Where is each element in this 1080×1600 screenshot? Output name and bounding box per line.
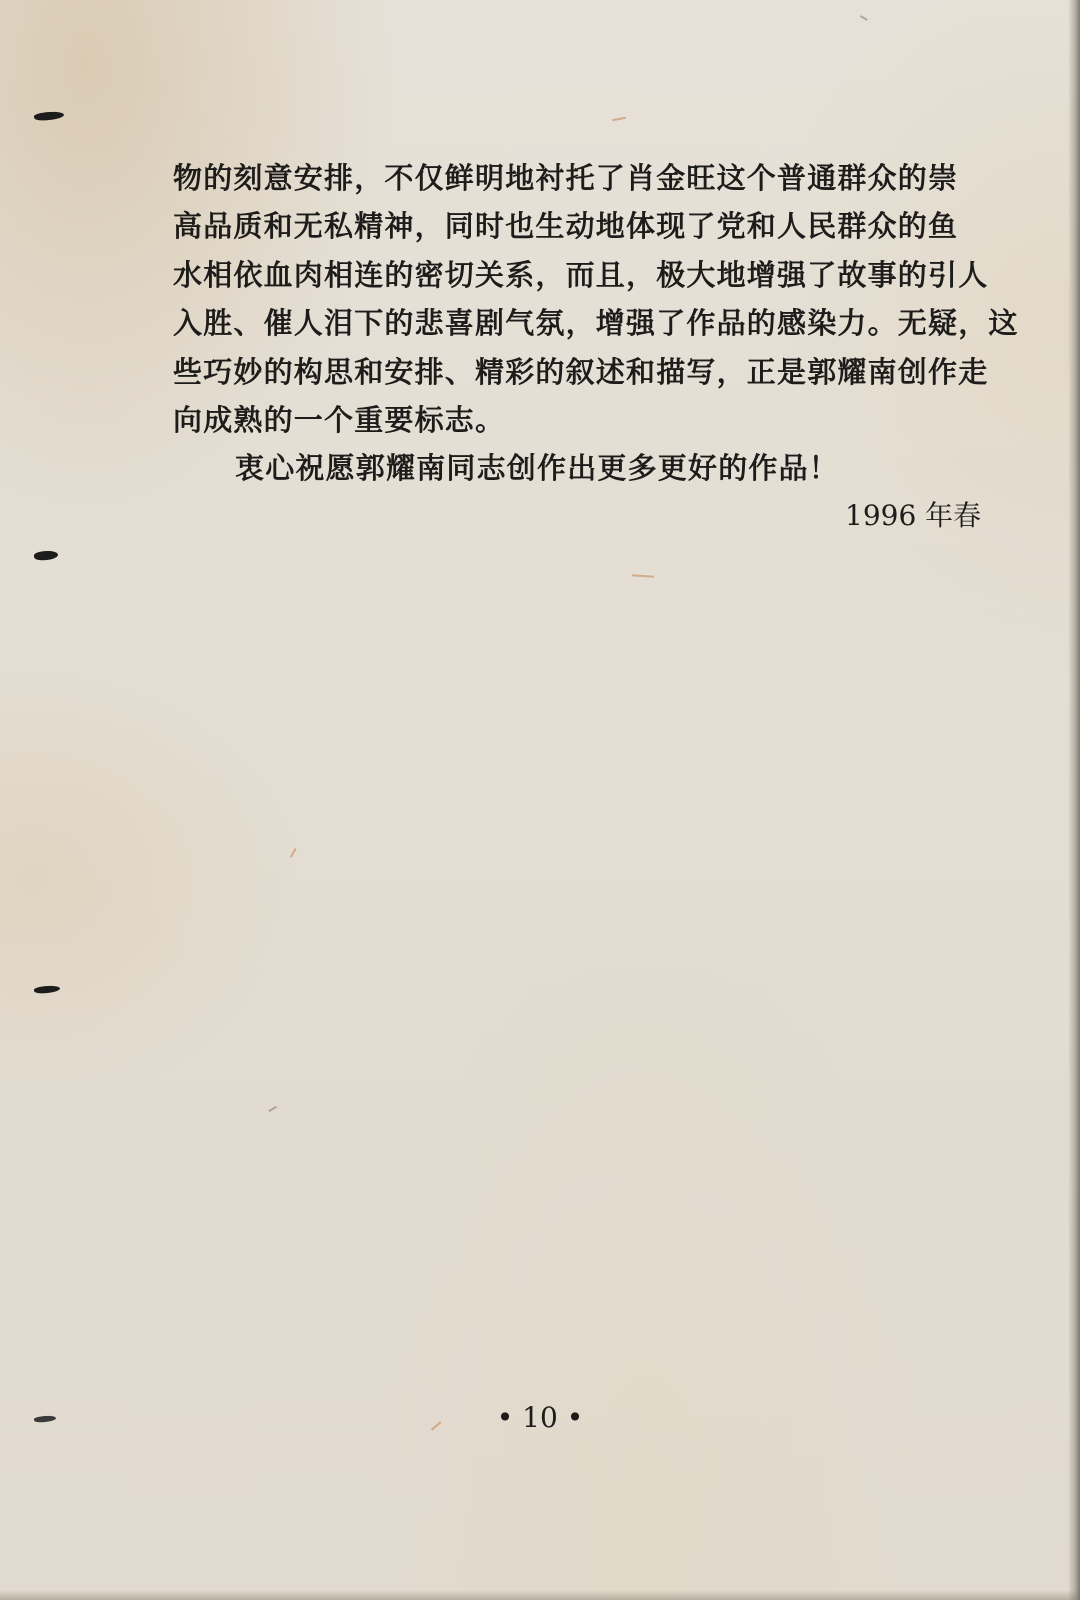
paper-fiber-speck [290, 848, 296, 857]
paper-fiber-speck [268, 1106, 277, 1112]
body-text-line: 物的刻意安排，不仅鲜明地衬托了肖金旺这个普通群众的崇 [173, 161, 959, 195]
paper-fiber-speck [632, 574, 654, 577]
page-number: • 10 • [496, 1401, 584, 1434]
date-signature: 1996 年春 [845, 499, 982, 532]
body-text-line: 向成熟的一个重要标志。 [173, 402, 506, 437]
binding-hole-mark [34, 550, 59, 561]
body-text-line: 些巧妙的构思和安排、精彩的叙述和描写，正是郭耀南创作走 [173, 354, 989, 389]
page-edge-shadow-right [1068, 0, 1080, 1600]
body-text-line: 高品质和无私精神，同时也生动地体现了党和人民群众的鱼 [173, 209, 959, 244]
page-edge-shadow-bottom [0, 1590, 1080, 1600]
closing-wish-line: 衷心祝愿郭耀南同志创作出更多更好的作品！ [235, 451, 840, 486]
body-text [173, 154, 1019, 493]
binding-hole-mark [34, 985, 61, 995]
body-text-line: 水相依血肉相连的密切关系，而且，极大地增强了故事的引人 [173, 257, 989, 292]
paper-fiber-speck [612, 117, 626, 121]
paper-fiber-speck [860, 15, 868, 20]
binding-hole-mark [34, 110, 65, 121]
body-text-line: 入胜、催人泪下的悲喜剧气氛，增强了作品的感染力。无疑，这 [173, 306, 1019, 341]
